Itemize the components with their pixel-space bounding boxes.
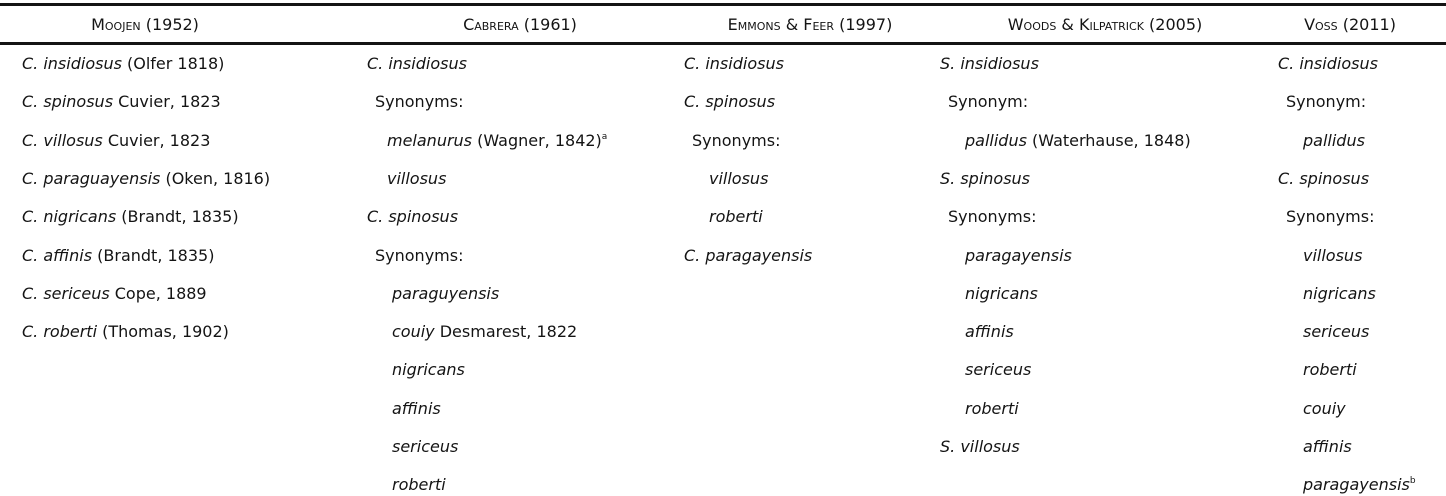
- cell-text: Cope, 1889: [109, 283, 207, 303]
- footnote-marker: a: [601, 131, 608, 142]
- cell-text: Cuvier, 1823: [113, 92, 221, 112]
- table-cell: [392, 322, 577, 342]
- header-year: (1997): [839, 15, 893, 34]
- table-cell: [392, 437, 458, 457]
- table-cell: [392, 399, 441, 419]
- table-cell: [684, 92, 775, 112]
- taxon-name: C. paragayensis: [684, 245, 813, 265]
- header-emmons-feer: [700, 6, 920, 42]
- taxon-name: nigricans: [392, 360, 465, 380]
- taxon-name: C. villosus: [22, 130, 103, 150]
- taxon-name: nigricans: [965, 283, 1038, 303]
- header-voss: [1280, 6, 1420, 42]
- taxon-name: C. roberti: [22, 322, 98, 342]
- taxon-name: villosus: [387, 168, 447, 188]
- table-cell: [965, 284, 1038, 304]
- table-cell: [367, 54, 467, 74]
- taxon-name: melanurus: [387, 130, 473, 150]
- footnote-marker: b: [1409, 476, 1416, 487]
- table-cell: [22, 322, 229, 342]
- taxon-name: roberti: [1303, 360, 1357, 380]
- table-cell: [1303, 246, 1362, 266]
- cell-text: (Brandt, 1835): [92, 245, 215, 265]
- taxon-name: sericeus: [1303, 322, 1370, 342]
- taxon-name: couiy: [392, 322, 435, 342]
- cell-text: Synonyms:: [692, 130, 781, 150]
- taxon-name: C. nigricans: [22, 207, 117, 227]
- cell-text: (Oken, 1816): [160, 168, 271, 188]
- cell-text: Synonyms:: [375, 245, 464, 265]
- table-cell: [965, 360, 1031, 380]
- table-cell: [1303, 131, 1365, 151]
- header-year: (1961): [523, 15, 577, 34]
- table-cell: [1303, 475, 1416, 495]
- cell-text: (Olfer 1818): [121, 54, 225, 73]
- header-woods-kilpatrick: [975, 6, 1235, 42]
- table-cell: [965, 246, 1072, 266]
- taxon-name: paragayensis: [1303, 475, 1410, 495]
- taxon-name: C. insidiosus: [684, 54, 784, 73]
- header-year: (1952): [145, 15, 199, 34]
- cell-text: (Wagner, 1842): [472, 130, 602, 150]
- taxon-name: affinis: [392, 398, 441, 418]
- taxon-name: C. spinosus: [367, 207, 459, 227]
- table-cell: [940, 169, 1030, 189]
- table-cell: [22, 207, 239, 227]
- table-cell: [1278, 54, 1378, 74]
- table-cell: [375, 246, 463, 266]
- taxon-name: C. paraguayensis: [22, 168, 161, 188]
- table-cell: [692, 131, 780, 151]
- taxon-name: pallidus: [965, 130, 1027, 150]
- cell-text: Synonym:: [948, 92, 1029, 112]
- table-cell: [948, 207, 1036, 227]
- table-cell: [1278, 169, 1369, 189]
- cell-text: Synonyms:: [1286, 207, 1375, 227]
- header-author: Voss: [1304, 15, 1338, 34]
- table-header-row: [0, 6, 1446, 42]
- table-cell: [22, 246, 214, 266]
- table-cell: [965, 322, 1014, 342]
- table-cell: [375, 92, 463, 112]
- table-cell: [367, 207, 458, 227]
- header-author: Woods & Kilpatrick: [1007, 15, 1144, 34]
- cell-text: Desmarest, 1822: [434, 322, 578, 342]
- table-cell: [22, 92, 221, 112]
- table-cell: [709, 169, 768, 189]
- taxon-name: sericeus: [392, 437, 459, 456]
- table-cell: [948, 92, 1028, 112]
- header-year: (2011): [1342, 15, 1396, 34]
- taxon-name: paraguyensis: [392, 283, 500, 303]
- header-cabrera: [440, 6, 600, 42]
- header-author: Emmons & Feer: [727, 15, 835, 34]
- taxon-name: sericeus: [965, 360, 1032, 380]
- table-cell: [22, 284, 207, 304]
- table-cell: [1303, 360, 1357, 380]
- taxon-name: roberti: [709, 207, 763, 227]
- table-cell: [1303, 284, 1376, 304]
- taxon-name: pallidus: [1303, 130, 1365, 150]
- table-cell: [22, 169, 270, 189]
- cell-text: (Thomas, 1902): [97, 322, 229, 342]
- table-cell: [22, 131, 210, 151]
- table-cell: [22, 54, 224, 74]
- taxon-name: S. spinosus: [940, 168, 1031, 188]
- cell-text: Synonyms:: [375, 92, 464, 112]
- taxon-name: roberti: [965, 398, 1019, 418]
- cell-text: Synonyms:: [948, 207, 1037, 227]
- table-cell: [1303, 399, 1346, 419]
- table-cell: [709, 207, 763, 227]
- table-cell: [392, 475, 446, 495]
- taxon-name: affinis: [965, 322, 1014, 342]
- taxon-name: C. sericeus: [22, 283, 110, 303]
- taxon-name: roberti: [392, 475, 446, 495]
- taxon-name: C. affinis: [22, 245, 93, 265]
- taxon-name: couiy: [1303, 398, 1346, 418]
- taxon-name: paragayensis: [965, 245, 1072, 265]
- table-cell: [1303, 322, 1369, 342]
- cell-text: (Brandt, 1835): [116, 207, 239, 227]
- table-cell: [940, 437, 1020, 457]
- taxon-name: S. insidiosus: [940, 54, 1039, 73]
- taxon-name: C. spinosus: [22, 92, 114, 112]
- taxon-name: C. insidiosus: [1278, 54, 1378, 73]
- header-moojen: [60, 6, 230, 42]
- cell-text: (Waterhause, 1848): [1026, 130, 1191, 150]
- table-header-rule: [0, 42, 1446, 45]
- table-cell: [387, 131, 607, 151]
- taxon-name: C. insidiosus: [22, 54, 122, 73]
- taxon-name: S. villosus: [940, 437, 1020, 456]
- cell-text: Cuvier, 1823: [102, 130, 211, 150]
- table-cell: [684, 246, 812, 266]
- table-cell: [1286, 92, 1366, 112]
- taxon-name: villosus: [709, 168, 769, 188]
- taxon-name: C. insidiosus: [367, 54, 467, 73]
- header-author: Moojen: [91, 15, 141, 34]
- table-cell: [1303, 437, 1352, 457]
- taxon-name: C. spinosus: [1278, 168, 1370, 188]
- taxon-name: nigricans: [1303, 283, 1376, 303]
- header-author: Cabrera: [463, 15, 519, 34]
- table-cell: [965, 399, 1019, 419]
- table-cell: [392, 284, 499, 304]
- taxon-name: affinis: [1303, 437, 1352, 456]
- table-cell: [387, 169, 446, 189]
- table-cell: [940, 54, 1039, 74]
- header-year: (2005): [1149, 15, 1203, 34]
- taxon-name: C. spinosus: [684, 92, 776, 112]
- table-cell: [965, 131, 1191, 151]
- table-cell: [684, 54, 784, 74]
- cell-text: Synonym:: [1286, 92, 1367, 112]
- table-cell: [392, 360, 465, 380]
- taxon-name: villosus: [1303, 245, 1363, 265]
- table-cell: [1286, 207, 1374, 227]
